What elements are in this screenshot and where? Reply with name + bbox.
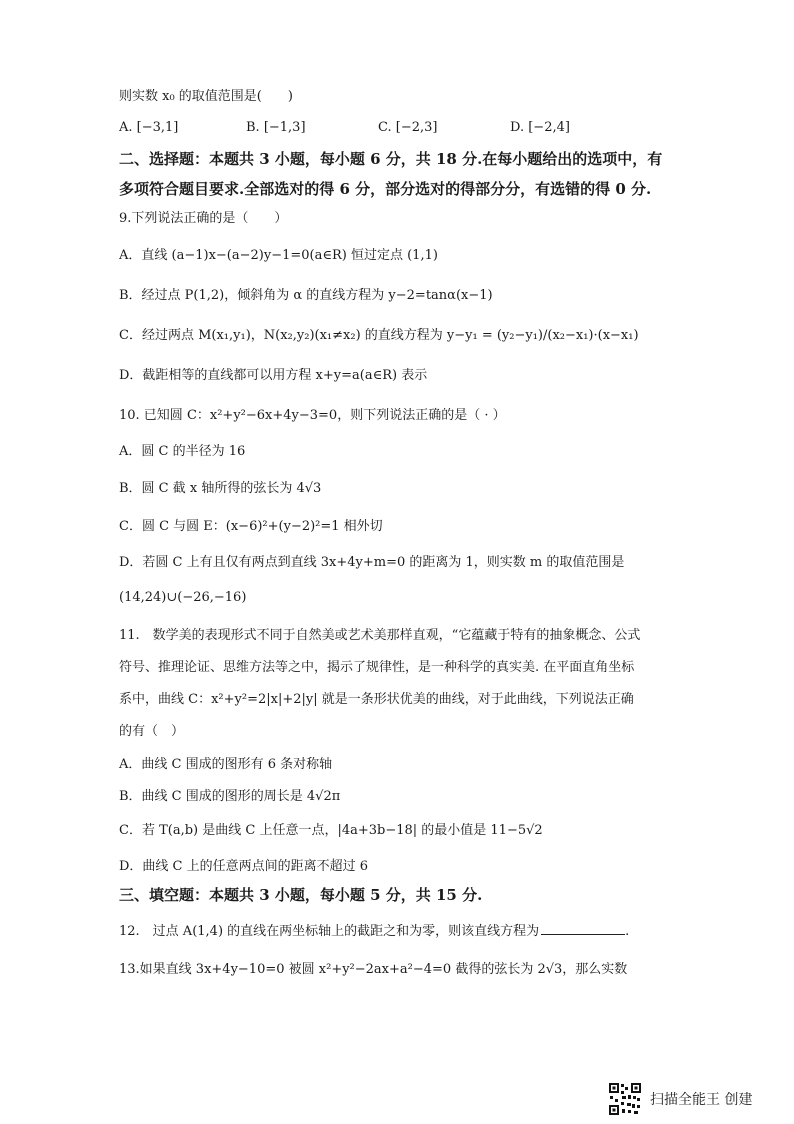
q11-stem-line4: 的有（ ） [119,724,185,739]
q11-option-d: D．曲线 C 上的任意两点间的距离不超过 6 [119,859,369,874]
q10-option-b: B．圆 C 截 x 轴所得的弦长为 4√3 [119,481,322,496]
section3-heading: 三、填空题：本题共 3 小题，每小题 5 分，共 15 分. [119,886,483,904]
q9-option-d: D．截距相等的直线都可以用方程 x+y=a(a∈R) 表示 [119,368,428,383]
q8-stem: 则实数 x₀ 的取值范围是( ) [119,89,293,104]
q12-stem [119,922,629,941]
q10-option-d: D．若圆 C 上有且仅有两点到直线 3x+4y+m=0 的距离为 1，则实数 m 的取值范围是 [119,555,625,570]
qr-code-icon [608,1082,642,1116]
q9-option-a: A．直线 (a−1)x−(a−2)y−1=0(a∈R) 恒过定点 (1,1) [119,248,438,263]
q10-option-a: A．圆 C 的半径为 16 [119,444,246,459]
q8-option-c: C. [−2,3] [378,120,438,135]
section2-heading-line1: 二、选择题：本题共 3 小题，每小题 6 分，共 18 分.在每小题给出的选项中，有 [119,150,663,168]
q12-end: . [625,924,630,939]
q12-answer-blank[interactable] [541,922,625,935]
q11-stem-line2: 符号、推理论证、思维方法等之中，揭示了规律性，是一种科学的真实美. 在平面直角坐标 [119,660,635,675]
q12-text: 12. 过点 A(1,4) 的直线在两坐标轴上的截距之和为零，则该直线方程为 [119,924,540,939]
q11-option-c: C．若 T(a,b) 是曲线 C 上任意一点，|4a+3b−18| 的最小值是 11−5√2 [119,823,543,838]
section2-heading-line2: 多项符合题目要求.全部选对的得 6 分，部分选对的得部分分，有选错的得 0 分. [119,180,652,198]
q10-option-c: C．圆 C 与圆 E：(x−6)²+(y−2)²=1 相外切 [119,519,383,534]
q11-option-b: B．曲线 C 围成的图形的周长是 4√2π [119,789,341,804]
q11-option-a: A．曲线 C 围成的图形有 6 条对称轴 [119,757,333,772]
q9-stem: 9.下列说法正确的是（ ） [119,211,288,226]
scanner-brand-text: 扫描全能王 创建 [650,1092,753,1108]
q8-option-d: D. [−2,4] [510,120,570,135]
q11-stem-line3: 系中，曲线 C：x²+y²=2|x|+2|y| 就是一条形状优美的曲线，对于此曲线，下列说法正确 [119,692,634,707]
q10-option-d-continued: (14,24)∪(−26,−16) [119,590,247,605]
q8-option-a: A. [−3,1] [119,120,179,135]
q9-option-c: C．经过两点 M(x₁,y₁)，N(x₂,y₂)(x₁≠x₂) 的直线方程为 y−y₁ = (y₂−y₁)/(x₂−x₁)·(x−x₁) [119,328,639,343]
q11-stem-line1: 11. 数学美的表现形式不同于自然美或艺术美那样直观，“它蕴藏于特有的抽象概念、公式 [119,628,641,643]
q9-option-b: B．经过点 P(1,2)，倾斜角为 α 的直线方程为 y−2=tanα(x−1) [119,288,493,303]
q8-option-b: B. [−1,3] [246,120,306,135]
scanner-watermark [608,1082,752,1116]
q13-stem: 13.如果直线 3x+4y−10=0 被圆 x²+y²−2ax+a²−4=0 截得的弦长为 2√3，那么实数 [119,962,628,977]
q10-stem: 10. 已知圆 C：x²+y²−6x+4y−3=0，则下列说法正确的是（ · ） [119,408,506,423]
